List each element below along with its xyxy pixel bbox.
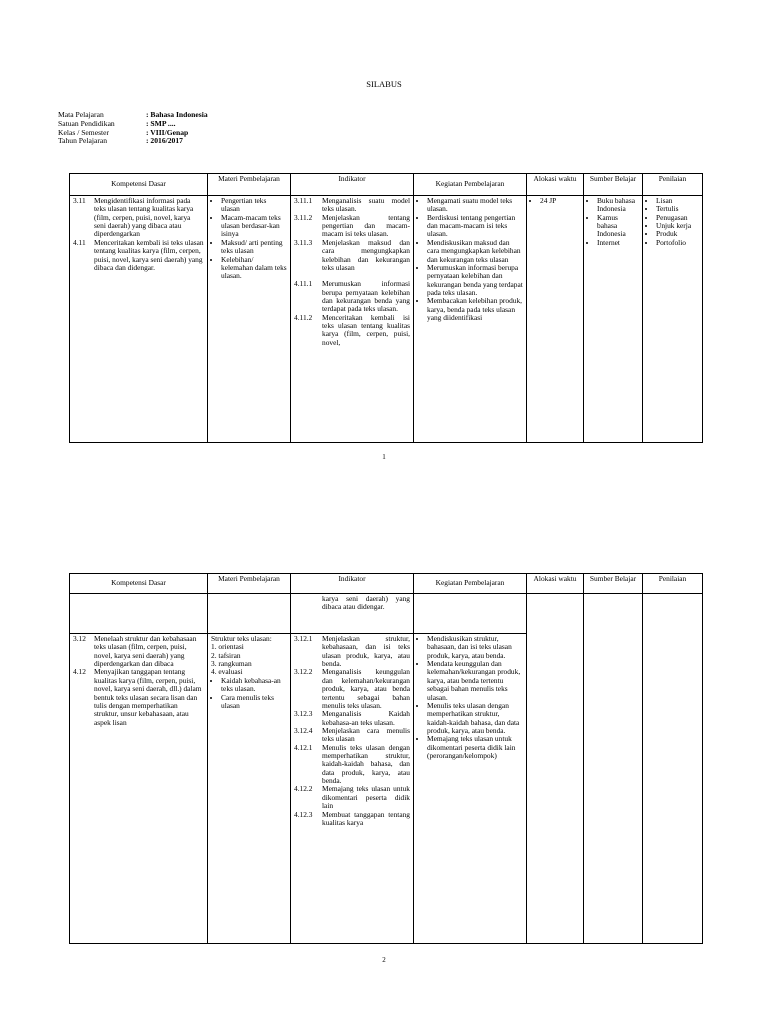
indikator-cell — [291, 634, 414, 944]
indikator-item — [294, 710, 410, 727]
document-title: SILABUS — [366, 79, 402, 89]
indikator-number: 3.12.3 — [294, 709, 313, 719]
kd-cell — [70, 196, 208, 443]
course-info — [58, 111, 208, 146]
materi-cell — [208, 594, 291, 634]
indikator-item — [294, 744, 410, 786]
info-value: : Bahasa Indonesia — [146, 110, 208, 119]
header-alokasi: Alokasi waktu — [527, 174, 584, 196]
kegiatan-item: • Menulis teks ulasan dengan memperhatikan struktur, kaidah-kaidah bahasa, dan data produk, karya, atau benda. — [427, 702, 523, 735]
indikator-text: Menjelaskan struktur, kebahasaan, dan isi teks ulasan produk, karya, atau benda. — [322, 635, 410, 669]
info-value: : 2016/2017 — [146, 136, 183, 146]
info-label: Kelas / Semester — [58, 127, 110, 137]
header-row — [70, 574, 703, 594]
header-materi: Materi Pembelajaran — [208, 174, 291, 196]
info-value: : VIII/Genap — [146, 127, 189, 137]
materi-cell — [208, 196, 291, 443]
penilaian-cell — [643, 594, 703, 944]
indikator-item — [294, 727, 410, 744]
header-penilaian: Penilaian — [643, 574, 703, 594]
indikator-item — [294, 635, 410, 668]
kegiatan-item: • Mendiskusikan struktur, bahasaan, dan isi teks ulasan produk, karya, atau benda. — [427, 635, 523, 660]
header-indikator: Indikator — [291, 174, 414, 196]
page-number: 1 — [382, 453, 386, 461]
sumber-item: • Internet — [597, 239, 639, 247]
sumber-item: • Buku bahasa Indonesia — [597, 197, 639, 214]
materi-cell — [208, 634, 291, 944]
materi-list-item: 3. rangkuman — [211, 659, 252, 669]
kd-number: 3.11 — [73, 196, 86, 205]
penilaian-item: • Lisan — [656, 197, 699, 205]
kd-item — [73, 668, 204, 727]
indikator-text: karya seni daerah) yang dibaca atau didengar. — [322, 594, 410, 612]
kd-text: Mengidentifikasi informasi pada teks ulasan tentang kualitas karya (film, cerpen, puisi, novel, karya seni daerah) yang dibaca atau diperdengarkan — [94, 196, 194, 239]
materi-item: • Cara menulis teks ulasan — [221, 694, 287, 711]
penilaian-item: • Penugasan — [656, 214, 699, 222]
penilaian-item: • Produk — [656, 230, 699, 238]
indikator-number: 4.12.3 — [294, 809, 313, 819]
indikator-text: Menjelaskan tentang pengertian dan macam-macam isi teks ulasan. — [322, 212, 410, 239]
indikator-number: 3.12.1 — [294, 635, 313, 643]
kegiatan-item: • Mengamati suatu model teks ulasan. — [427, 197, 523, 214]
kd-cell — [70, 634, 208, 944]
kd-text: Menyajikan tanggapan tentang kualitas karya (film, cerpen, puisi, novel, karya seni daerah, dll.) dalam bentuk teks ulasan secara lisan dan tulis dengan memperhatikan struktur, unsur kebahasaan, atau aspek lisan — [94, 667, 202, 727]
syllabus-table-page-1 — [69, 173, 703, 443]
header-kegiatan: Kegiatan Pembelajaran — [414, 174, 527, 196]
kegiatan-cell — [414, 196, 527, 443]
materi-list-item: 1. orientasi — [211, 642, 244, 652]
indikator-item — [294, 314, 410, 347]
indikator-item — [294, 239, 410, 272]
kd-item — [73, 197, 204, 239]
kd-number: 4.12 — [73, 667, 86, 677]
sumber-item: • Kamus bahasa Indonesia — [597, 214, 639, 239]
materi-item: • Maksud/ arti penting teks ulasan — [221, 239, 287, 256]
indikator-text: Menganalisis suatu model teks ulasan. — [322, 196, 410, 214]
penilaian-item: • Portofolio — [656, 239, 699, 247]
alokasi-cell — [527, 196, 584, 443]
kegiatan-item: • Memajang teks ulasan untuk dikomentari peserta didik lain (perorangan/kelompok) — [427, 735, 523, 760]
materi-title: Struktur teks ulasan: — [211, 634, 272, 643]
kd-text: Menceritakan kembali isi teks ulasan tentang kualitas karya (film, cerpen, puisi, novel, karya seni daerah) yang dibaca dan didengar. — [94, 237, 204, 272]
indikator-number: 4.11.1 — [294, 279, 313, 289]
header-penilaian: Penilaian — [643, 174, 703, 196]
info-label: Tahun Pelajaran — [58, 136, 108, 146]
indikator-number: 4.12.2 — [294, 784, 313, 794]
header-kd: Kompetensi Dasar — [70, 574, 208, 594]
indikator-cell — [291, 196, 414, 443]
indikator-item — [294, 785, 410, 810]
kd-text: Menelaah struktur dan kebahasaan teks ulasan (film, cerpen, puisi, novel, karya seni daerah) yang diperdengarkan dan dibaca — [94, 634, 197, 669]
indikator-text: Menganalisis keunggulan dan kelemahan/kekurangan produk, karya, atau benda tertentu sebagai bahan menulis teks ulasan. — [322, 667, 410, 710]
info-value: : SMP .... — [146, 118, 176, 128]
sumber-cell — [584, 594, 643, 944]
indikator-text: Menceritakan kembali isi teks ulasan tentang kualitas karya (film, cerpen, puisi, novel, — [322, 312, 410, 347]
page-number: 2 — [382, 956, 386, 964]
header-alokasi: Alokasi waktu — [527, 574, 584, 594]
indikator-number: 3.11.1 — [294, 196, 313, 205]
materi-list-item: 4. evaluasi — [211, 667, 243, 677]
info-label: Mata Pelajaran — [58, 110, 104, 119]
kd-item — [73, 239, 204, 272]
indikator-number: 3.11.2 — [294, 212, 313, 222]
indikator-text: Menganalisis Kaidah kebahasa-an teks ulasan. — [322, 709, 410, 727]
materi-item: • Pengertian teks ulasan — [221, 197, 287, 214]
header-indikator: Indikator — [291, 574, 414, 594]
indikator-number: 3.11.3 — [294, 237, 313, 247]
indikator-item — [294, 280, 410, 313]
continuation-row — [70, 594, 703, 634]
header-sumber: Sumber Belajar — [584, 574, 643, 594]
kd-number: 4.11 — [73, 237, 86, 247]
indikator-text: Membuat tanggapan tentang kualitas karya — [322, 809, 410, 827]
indikator-number: 3.12.4 — [294, 725, 313, 735]
kd-item — [73, 635, 204, 668]
indikator-text: Menjelaskan cara menulis teks ulasan — [322, 725, 410, 744]
content-row — [70, 196, 703, 443]
indikator-item — [294, 214, 410, 239]
header-sumber: Sumber Belajar — [584, 174, 643, 196]
penilaian-cell — [643, 196, 703, 443]
sumber-cell — [584, 196, 643, 443]
kegiatan-item: • Merumuskan informasi berupa pernyataan kelebihan dan kekurangan benda yang terdapat pada teks ulasan. — [427, 264, 523, 297]
indikator-continuation — [294, 595, 410, 612]
penilaian-item: • Unjuk kerja — [656, 222, 699, 230]
materi-item: • Kelebihan/ kelemahan dalam teks ulasan. — [221, 256, 287, 281]
materi-list-item: 2. tafsiran — [211, 650, 241, 660]
kegiatan-item: • Berdiskusi tentang pengertian dan macam-macam isi teks ulasan. — [427, 214, 523, 239]
indikator-item — [294, 197, 410, 214]
indikator-cell — [291, 594, 414, 634]
kd-cell — [70, 594, 208, 634]
alokasi-cell — [527, 594, 584, 944]
indikator-number: 3.12.2 — [294, 667, 313, 677]
indikator-item — [294, 668, 410, 710]
kd-number: 3.12 — [73, 634, 86, 643]
syllabus-table-page-2 — [69, 573, 703, 944]
materi-item: • Macam-macam teks ulasan berdasar-kan isinya — [221, 214, 287, 239]
indikator-item — [294, 811, 410, 828]
header-row — [70, 174, 703, 196]
indikator-text: Memajang teks ulasan untuk dikomentari peserta didik lain — [322, 784, 410, 811]
materi-item: • Kaidah kebahasa-an teks ulasan. — [221, 677, 287, 694]
kegiatan-item: • Membacakan kelebihan produk, karya, benda pada teks ulasan yang diidentifikasi — [427, 297, 523, 322]
penilaian-item: • Tertulis — [656, 205, 699, 213]
indikator-text: Merumuskan informasi berupa pernyataan kelebihan dan kekurangan benda yang terdapat pada teks ulasan. — [322, 279, 410, 314]
alokasi-value: • 24 JP — [540, 197, 580, 205]
info-label: Satuan Pendidikan — [58, 118, 115, 128]
kegiatan-cell — [414, 634, 527, 944]
indikator-number: 4.11.2 — [294, 312, 313, 322]
header-kd: Kompetensi Dasar — [70, 174, 208, 196]
kegiatan-item: • Mendata keunggulan dan kelemahan/kekurangan produk, karya, atau benda tertentu sebagai bahan menulis teks ulasan. — [427, 660, 523, 702]
kegiatan-item: • Mendiskusikan maksud dan cara mengungkapkan kelebihan dan kekurangan teks ulasan — [427, 239, 523, 264]
indikator-text: Menulis teks ulasan dengan memperhatikan struktur, kaidah-kaidah bahasa, dan data produk, karya, atau benda. — [322, 742, 410, 786]
kegiatan-cell — [414, 594, 527, 634]
info-row — [58, 137, 208, 146]
header-materi: Materi Pembelajaran — [208, 574, 291, 594]
indikator-text: Menjelaskan maksud dan cara mengungkapkan kelebihan dan kekurangan teks ulasan — [322, 237, 410, 272]
header-kegiatan: Kegiatan Pembelajaran — [414, 574, 527, 594]
indikator-number: 4.12.1 — [294, 742, 313, 752]
